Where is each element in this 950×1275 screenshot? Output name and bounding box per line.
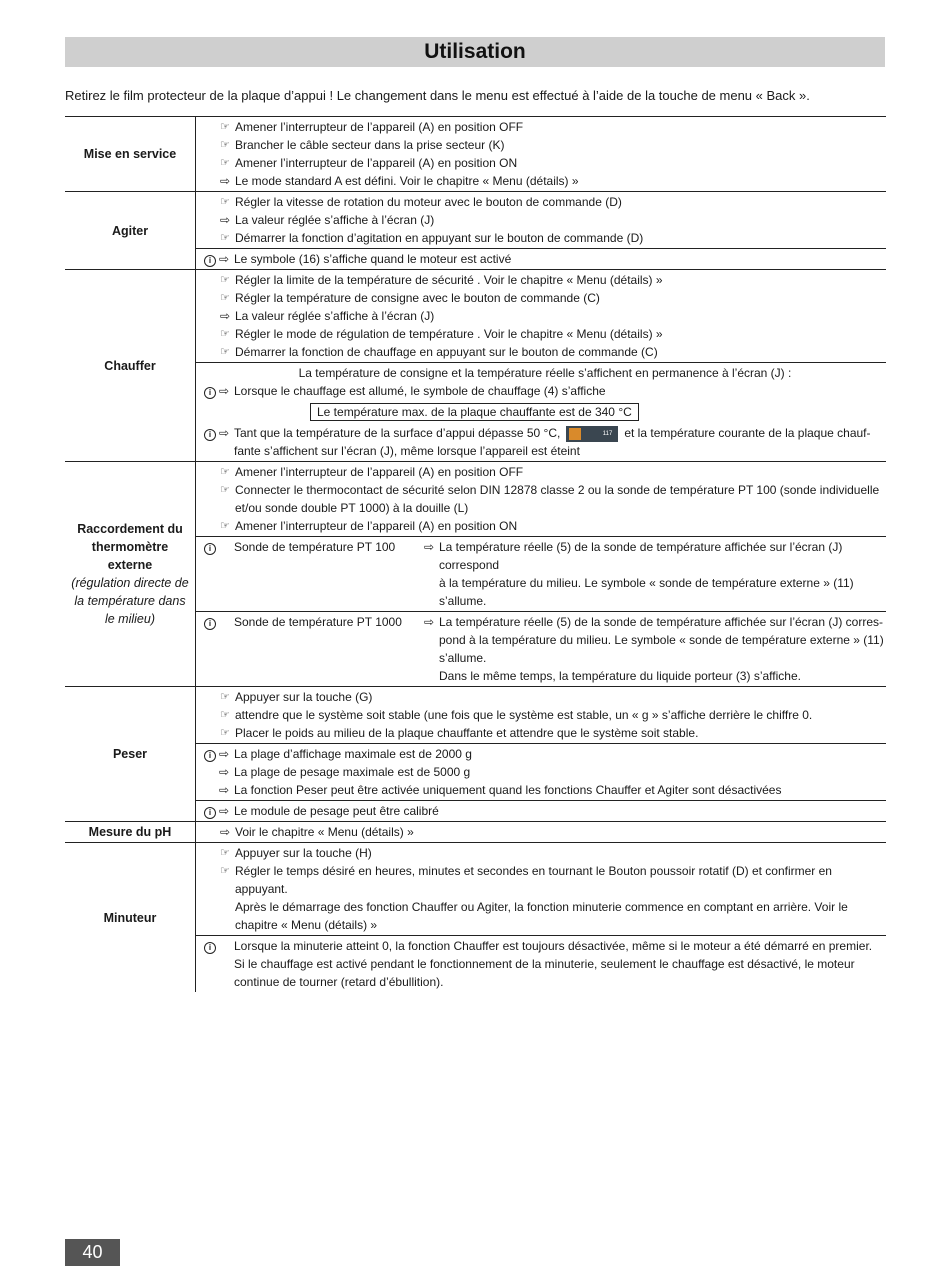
hand-pointer-icon: ☞ [220,292,230,304]
hand-pointer-icon: ☞ [220,484,230,496]
arrow-right-icon: ⇨ [219,783,230,797]
info-icon: i [204,429,216,441]
arrow-right-icon: ⇨ [220,174,231,188]
hand-pointer-icon: ☞ [220,139,230,151]
display-readout: 117 [602,430,613,437]
hand-pointer-icon: ☞ [220,232,230,244]
info-icon: i [204,618,216,630]
section-label: Agiter [65,192,196,270]
hand-pointer-icon: ☞ [220,121,230,133]
page-title: Utilisation [424,40,526,63]
arrow-right-icon: ⇨ [220,213,231,227]
arrow-right-icon: ⇨ [220,309,231,323]
hand-pointer-icon: ☞ [220,328,230,340]
section-label: Chauffer [65,270,196,462]
section-sublabel: (régulation directe de la température dans le milieu) [71,576,189,626]
arrow-right-icon: ⇨ [219,426,230,440]
heating-symbol-icon [569,428,581,440]
usage-table [65,116,886,992]
hand-pointer-icon: ☞ [220,157,230,169]
section-label: Minuteur [65,843,196,993]
arrow-right-icon: ⇨ [219,804,230,818]
section-minuteur: Minuteur ☞ Appuyer sur la touche (H) ☞ Régler le temps désiré en heures, minutes et secondes en tournant le Bouton poussoir rotatif (D) et confirmer en appuyant. Après le démarrage des fonction Chauffer ou Agiter, la fonction minuterie commence en comptant en arrière. Voir le chapitre « Menu (détails) » i Lorsque la minuterie atteint 0, la fonction Chauffer est toujours désactivée, même si le moteur a été démarré en premier. Si le chauffage est activé pendant le fonctionnement de la minuterie, seulement le chauffage est désactivé, le moteur continue de tourner (retard d’ébullition). [65,843,886,993]
hand-pointer-icon: ☞ [220,709,230,721]
hand-pointer-icon: ☞ [220,346,230,358]
arrow-right-icon: ⇨ [220,825,231,839]
section-label: Mise en service [65,117,196,192]
arrow-right-icon: ⇨ [219,384,230,398]
section-ph: Mesure du pH ⇨ Voir le chapitre « Menu (détails) » [65,822,886,843]
hand-pointer-icon: ☞ [220,466,230,478]
info-icon: i [204,255,216,267]
pt100-row: i Sonde de température PT 100 ⇨ La température réelle (5) de la sonde de température affichée sur l’écran (J) correspond à la température du milieu. Le symbole « sonde de température externe » (11) s’allume. [204,538,886,610]
section-label: Raccordement du thermomètre externe (régulation directe de la température dans le milieu) [65,462,196,687]
section-raccordement: Raccordement du thermomètre externe (régulation directe de la température dans le milieu) ☞ Amener l’interrupteur de l’appareil (A) en position OFF ☞ Connecter le thermocontact de sécurité selon DIN 12878 classe 2 ou la sonde de température PT 100 (sonde individuelle et/ou sonde double PT 1000) à la douille (L) ☞ Amener l’interrupteur de l’appareil (A) en position ON i Sonde de température PT 100 ⇨ La température réelle (5) de la sonde de température affichée sur l’écran (J) correspond à la température du milieu. Le symbole « sonde de température externe » (11) s’allume. i Sonde de température PT 1000 ⇨ La température réelle (5) de la sonde de température affichée sur l’écran (J) corres- pond à la température du milieu. Le symbole « sonde de température externe » (11) s’allume. Dans le même temps, la température du liquide porteur (3) s’affiche. [65,462,886,687]
hand-pointer-icon: ☞ [220,274,230,286]
info-icon: i [204,750,216,762]
arrow-right-icon: ⇨ [219,252,230,266]
hand-pointer-icon: ☞ [220,727,230,739]
max-temp-box: Le température max. de la plaque chauffante est de 340 °C [310,403,639,421]
section-label: Mesure du pH [65,822,196,843]
arrow-right-icon: ⇨ [424,615,435,629]
hand-pointer-icon: ☞ [220,847,230,859]
pt1000-row: i Sonde de température PT 1000 ⇨ La température réelle (5) de la sonde de température affichée sur l’écran (J) corres- pond à la température du milieu. Le symbole « sonde de température externe » (11) s’allume. Dans le même temps, la température du liquide porteur (3) s’affiche. [204,613,886,685]
page-number: 40 [65,1239,120,1266]
hand-pointer-icon: ☞ [220,691,230,703]
section-peser: Peser ☞ Appuyer sur la touche (G) ☞ attendre que le système soit stable (une fois que le système est stable, un « g » s’affiche derrière le chiffre 0. ☞ Placer le poids au milieu de la plaque chauffante et attendre que le système soit stable. i ⇨ La plage d’affichage maximale est de 2000 g ⇨ La plage de pesage maximale est de 5000 g ⇨ La fonction Peser peut être activée uniquement quand les fonctions Chauffer et Agiter sont désactivées i ⇨ Le module de pesage peut être calibré [65,687,886,822]
title-bar [65,37,885,67]
hand-pointer-icon: ☞ [220,520,230,532]
arrow-right-icon: ⇨ [219,765,230,779]
arrow-right-icon: ⇨ [219,747,230,761]
display-note: La température de consigne et la température réelle s’affichent en permanence à l’écran (J) : [298,366,792,380]
hand-pointer-icon: ☞ [220,865,230,877]
hand-pointer-icon: ☞ [220,196,230,208]
info-icon: i [204,942,216,954]
section-chauffer: Chauffer ☞ Régler la limite de la température de sécurité . Voir le chapitre « Menu (détails) » ☞ Régler la température de consigne avec le bouton de commande (C) ⇨ La valeur réglée s’affiche à l’écran (J) ☞ Régler le mode de régulation de température . Voir le chapitre « Menu (détails) » ☞ Démarrer la fonction de chauffage en appuyant sur le bouton de commande (C) La température de consigne et la température réelle s’affichent en permanence à l’écran (J) : i ⇨ Lorsque le chauffage est allumé, le symbole de chauffage (4) s’affiche Le température max. de la plaque chauffante est de 340 °C i ⇨ Tant que la température de la surface d’appui dépasse 50 °C, 117 et la température courante de la plaque chauf- fante s’affichent sur l’écran (J), même lorsque l’appareil est éteint [65,270,886,462]
intro-text: Retirez le film protecteur de la plaque d’appui ! Le changement dans le menu est effectué à l’aide de la touche de menu « Back ». [65,88,810,103]
section-label: Peser [65,687,196,822]
info-icon: i [204,807,216,819]
display-image [566,426,618,442]
info-icon: i [204,543,216,555]
section-mise-en-service: Mise en service ☞ Amener l’interrupteur de l’appareil (A) en position OFF ☞ Brancher le câble secteur dans la prise secteur (K) ☞ Amener l’interrupteur de l’appareil (A) en position ON ⇨ Le mode standard A est défini. Voir le chapitre « Menu (détails) » [65,117,886,192]
section-agiter: Agiter ☞ Régler la vitesse de rotation du moteur avec le bouton de commande (D) ⇨ La valeur réglée s’affiche à l’écran (J) ☞ Démarrer la fonction d’agitation en appuyant sur le bouton de commande (D) i ⇨ Le symbole (16) s’affiche quand le moteur est activé [65,192,886,270]
arrow-right-icon: ⇨ [424,540,435,554]
info-icon: i [204,387,216,399]
